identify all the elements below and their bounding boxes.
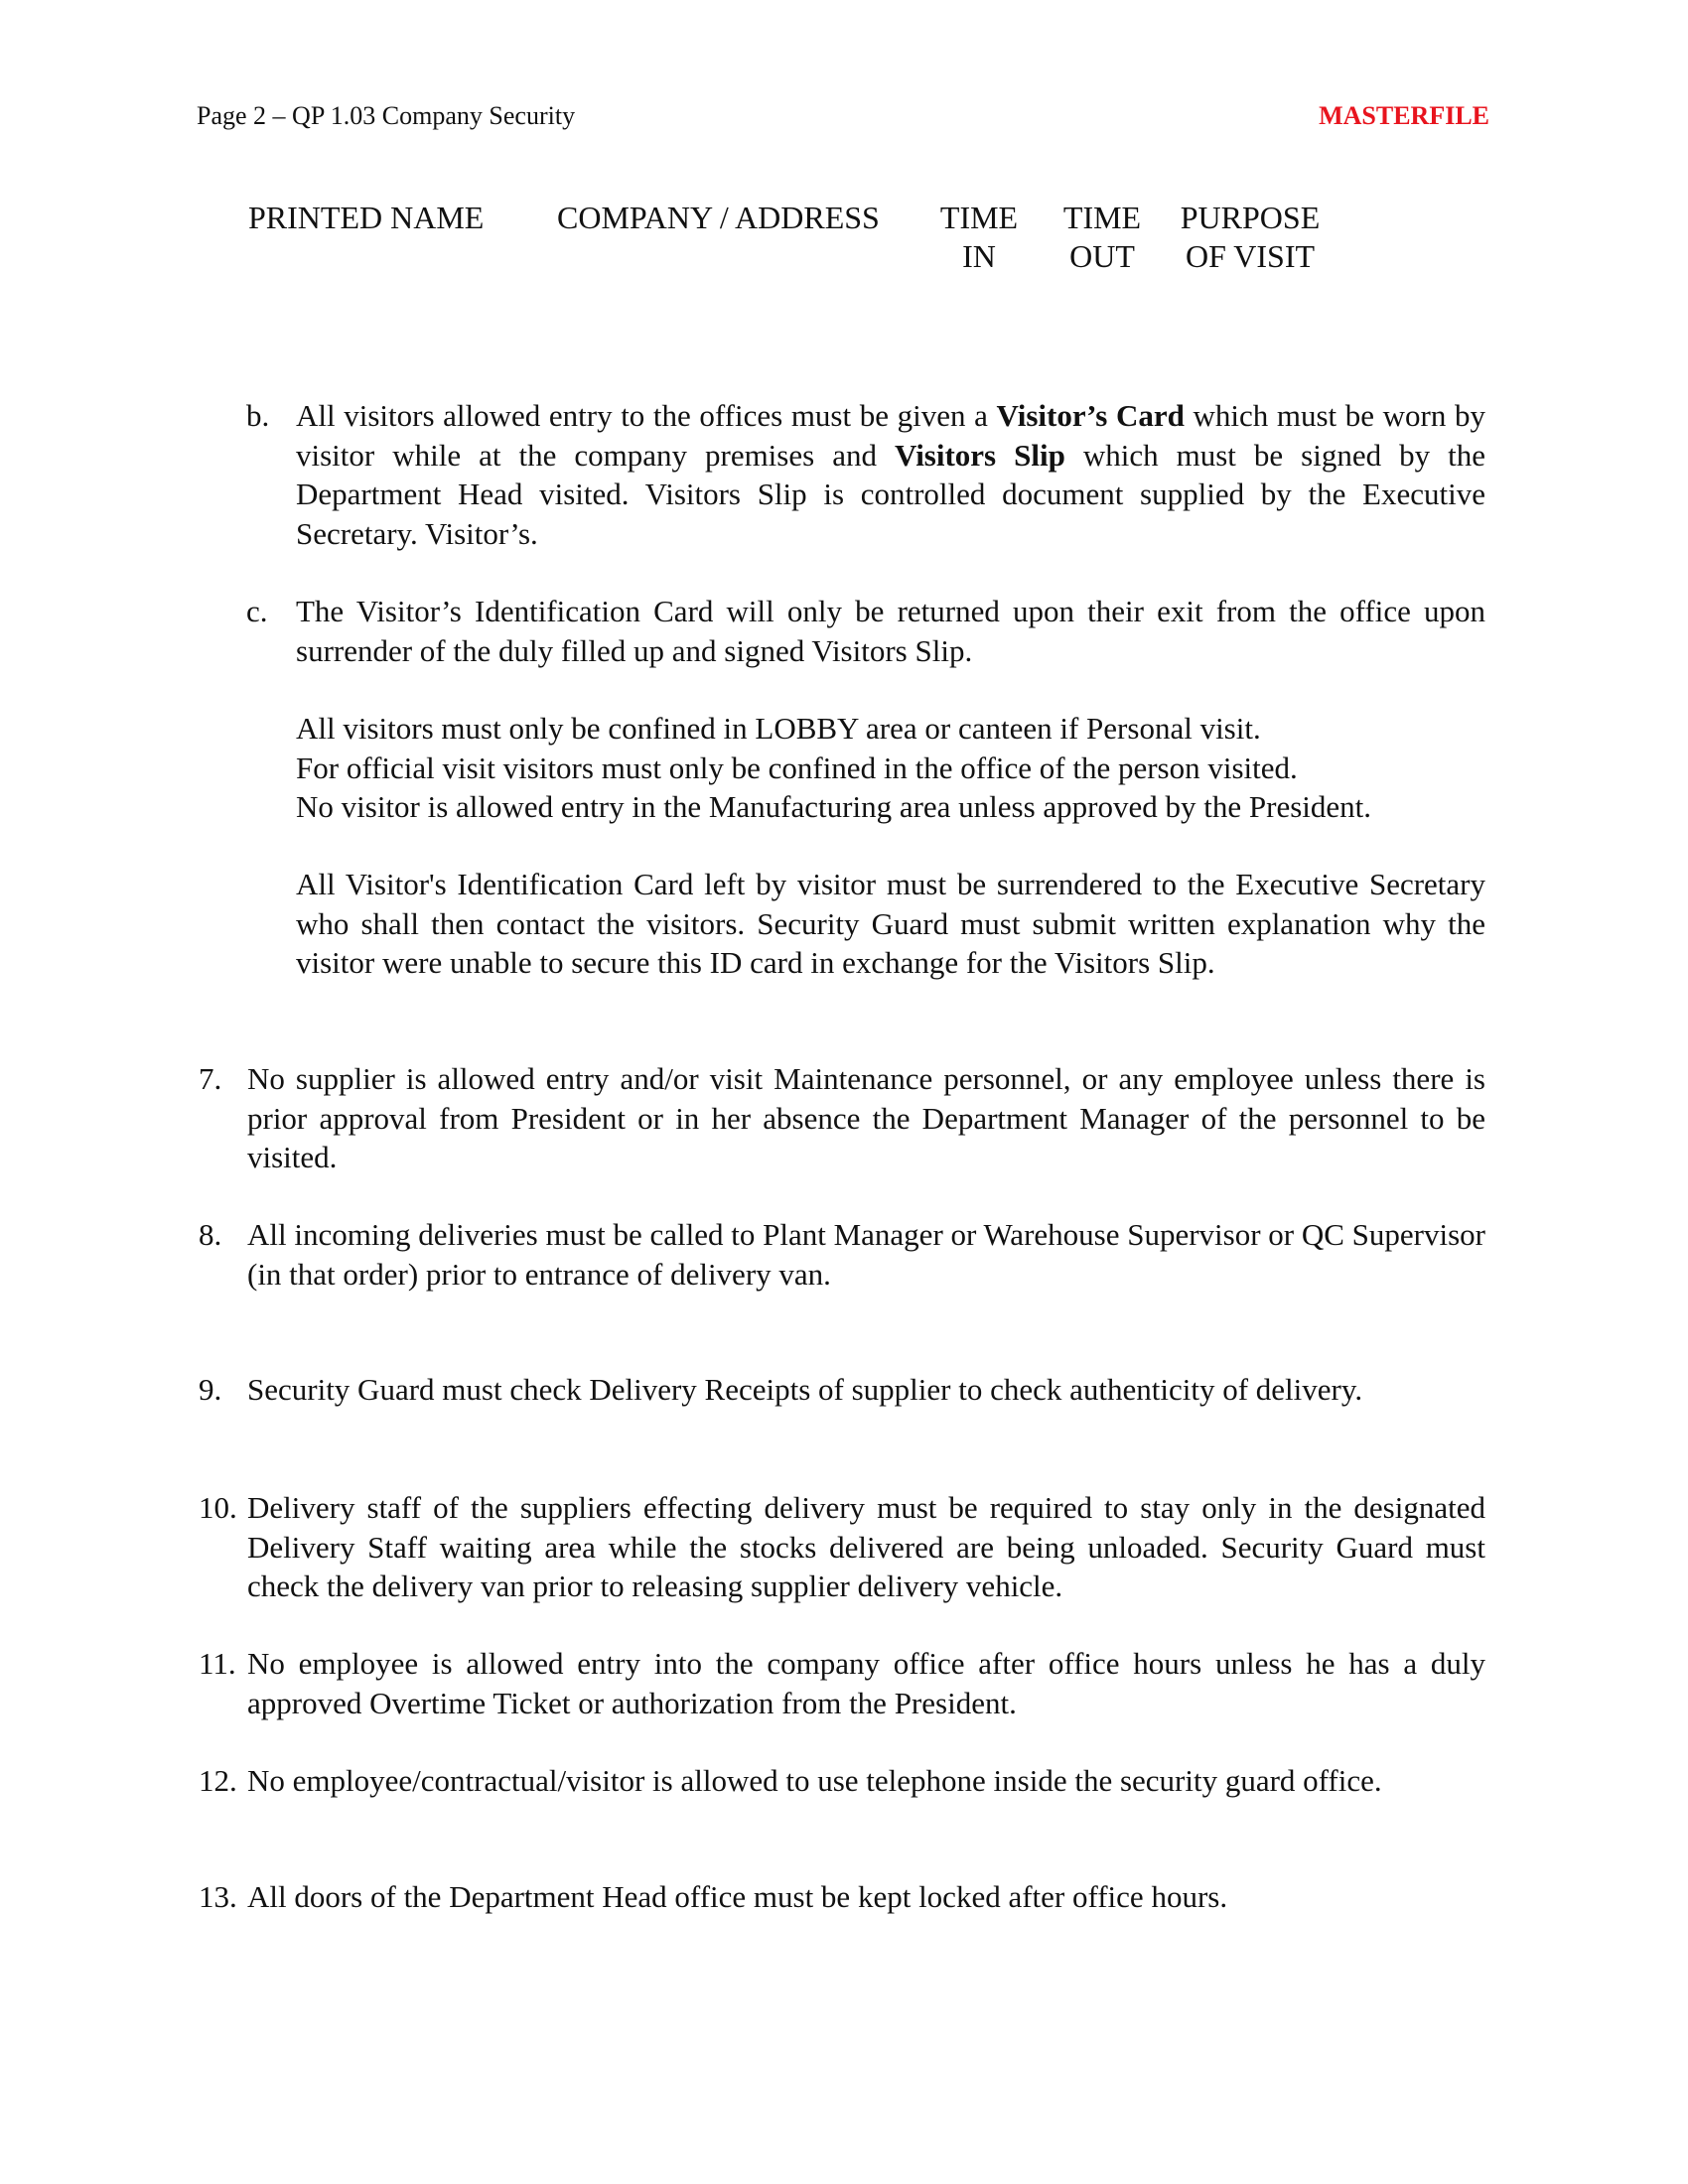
column-time-out: TIME OUT [1062,200,1142,274]
item-10-marker: 10. [199,1490,237,1525]
item-13-text: All doors of the Department Head office must be kept locked after office hours. [247,1879,1228,1914]
item-12-marker: 12. [199,1763,237,1798]
column-printed-name: PRINTED NAME [248,200,485,235]
column-company-address: COMPANY / ADDRESS [557,200,880,235]
item-c-marker: c. [246,594,268,628]
column-purpose-of-visit: PURPOSE OF VISIT [1180,200,1321,274]
visitor-confinement-rules [296,709,1485,827]
item-9-marker: 9. [199,1372,222,1407]
item-11-text: No employee is allowed entry into the company office after office hours unless he has a duly approved Overtime Ticket or authorization from the President. [247,1646,1485,1720]
id-card-surrender-paragraph: All Visitor's Identification Card left by visitor must be surrendered to the Executive Secretary who shall then contact the visitors. Security Guard must submit written explanation why the visitor were unable to secure this ID card in exchange for the Visitors Slip. [296,867,1485,980]
confinement-rule-manufacturing: No visitor is allowed entry in the Manufacturing area unless approved by the President. [296,789,1372,824]
item-7-text: No supplier is allowed entry and/or visit Maintenance personnel, or any employee unless there is prior approval from President or in her absence the Department Manager of the personnel to be visited. [247,1061,1485,1174]
item-11-marker: 11. [199,1646,236,1681]
item-8-text: All incoming deliveries must be called to Plant Manager or Warehouse Supervisor or QC Supervisor (in that order) prior to entrance of delivery van. [247,1217,1486,1292]
page-header-title: Page 2 – QP 1.03 Company Security [197,101,576,130]
item-8-marker: 8. [199,1217,222,1252]
item-7-marker: 7. [199,1061,222,1096]
visitors-card-term: Visitor’s Card [996,398,1185,433]
item-10-text: Delivery staff of the suppliers effecting delivery must be required to stay only in the designated Delivery Staff waiting area while the stocks delivered are being unloaded. Security Guard must check the delivery van prior to releasing supplier delivery vehicle. [247,1490,1485,1603]
item-b-text: All visitors allowed entry to the offices must be given a Visitor’s Card which must be worn by visitor while at the company premises and Visitors Slip which must be signed by the Department Head visited. Visitors Slip is controlled document supplied by the Executive Secretary. Visitor’s. [296,398,1485,551]
item-9-text: Security Guard must check Delivery Receipts of supplier to check authenticity of delivery. [247,1372,1363,1407]
item-c-text: The Visitor’s Identification Card will only be returned upon their exit from the office upon surrender of the duly filled up and signed Visitors Slip. [296,594,1485,668]
column-time-in: TIME IN [939,200,1019,274]
confinement-rule-lobby: All visitors must only be confined in LOBBY area or canteen if Personal visit. [296,711,1261,746]
confinement-rule-official: For official visit visitors must only be confined in the office of the person visited. [296,750,1298,785]
visitors-slip-term: Visitors Slip [894,437,1065,473]
masterfile-stamp: MASTERFILE [1319,101,1489,130]
item-12-text: No employee/contractual/visitor is allowed to use telephone inside the security guard office. [247,1763,1382,1798]
item-b-marker: b. [246,398,270,433]
item-13-marker: 13. [199,1879,237,1914]
